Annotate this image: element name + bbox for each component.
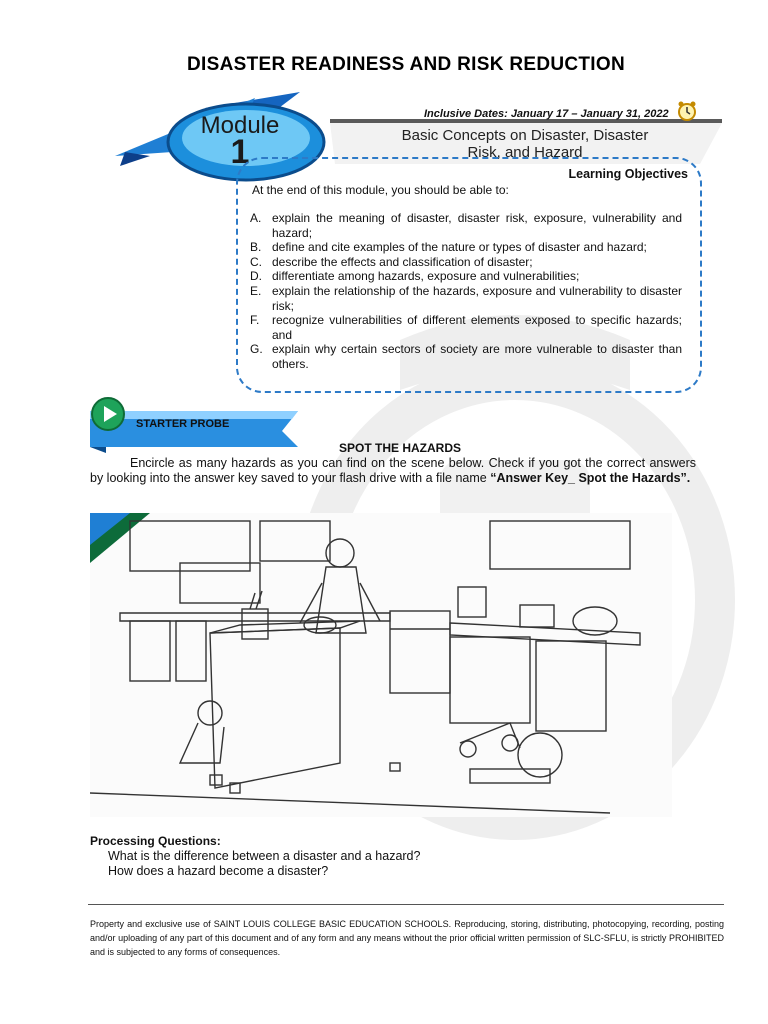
module-topic-line2: Risk, and Hazard bbox=[467, 144, 583, 161]
kitchen-hazards-illustration bbox=[90, 513, 672, 817]
objective-item bbox=[250, 255, 682, 270]
objective-letter: C. bbox=[250, 254, 262, 269]
starter-probe-label: STARTER PROBE bbox=[136, 418, 230, 430]
module-topic-line1: Basic Concepts on Disaster, Disaster bbox=[401, 127, 649, 144]
objective-text: explain the meaning of disaster, disaster risk, exposure, vulnerability and hazard; bbox=[272, 211, 682, 240]
module-topic bbox=[360, 127, 690, 161]
learning-objectives-intro: At the end of this module, you should be able to: bbox=[252, 183, 509, 197]
learning-objectives-heading: Learning Objectives bbox=[568, 167, 688, 181]
instructions-text: Encircle as many hazards as you can find on the scene below. Check if you got the correct answers by looking into the answer key saved to your flash drive with a file name bbox=[90, 456, 696, 485]
objective-text: differentiate among hazards, exposure and vulnerabilities; bbox=[272, 269, 580, 284]
objective-item bbox=[250, 211, 682, 240]
objective-letter: E. bbox=[250, 283, 262, 298]
objective-text: explain the relationship of the hazards, exposure and vulnerability to disaster risk; bbox=[272, 283, 682, 313]
processing-question: What is the difference between a disaster and a hazard? bbox=[108, 849, 421, 863]
activity-title: SPOT THE HAZARDS bbox=[338, 441, 461, 455]
copyright-footer: Property and exclusive use of SAINT LOUIS COLLEGE BASIC EDUCATION SCHOOLS. Reproducing, storing, distributing, photocopying, recording, posting and/or uploading of any part of this document and of any form and any means without the prior official written permission of SLC-SFLU, is strictly PROHIBITED and is subjected to any forms of consequences. bbox=[90, 919, 724, 957]
objective-item bbox=[250, 342, 682, 371]
objective-item bbox=[250, 240, 682, 255]
objective-text: describe the effects and classification of disaster; bbox=[272, 254, 533, 269]
objective-item bbox=[250, 284, 682, 313]
answer-key-filename: “Answer Key_ Spot the Hazards”. bbox=[490, 470, 691, 485]
objective-letter: B. bbox=[250, 240, 262, 255]
document-title: DISASTER READINESS AND RISK REDUCTION bbox=[187, 54, 625, 75]
play-icon bbox=[90, 396, 126, 432]
objective-letter: G. bbox=[250, 342, 263, 357]
footer-divider bbox=[88, 904, 724, 905]
inclusive-dates: Inclusive Dates: January 17 – January 31, 2022 bbox=[424, 108, 669, 120]
alarm-clock-icon bbox=[676, 100, 698, 122]
objective-text: define and cite examples of the nature or types of disaster and hazard; bbox=[272, 240, 647, 255]
processing-questions-heading: Processing Questions: bbox=[90, 834, 221, 848]
module-number: 1 bbox=[230, 133, 250, 171]
objective-letter: A. bbox=[250, 211, 262, 225]
objective-letter: F. bbox=[250, 313, 260, 328]
objective-item bbox=[250, 313, 682, 342]
objective-text: explain why certain sectors of society are more vulnerable to disaster than others. bbox=[272, 342, 682, 371]
objective-item bbox=[250, 269, 682, 284]
objective-text: recognize vulnerabilities of different elements exposed to specific hazards; and bbox=[272, 313, 682, 342]
module-label: Module bbox=[200, 112, 280, 139]
activity-instructions bbox=[90, 456, 696, 485]
objective-letter: D. bbox=[250, 269, 262, 284]
learning-objectives-list bbox=[250, 211, 682, 372]
processing-question: How does a hazard become a disaster? bbox=[108, 864, 329, 878]
processing-questions-list bbox=[108, 849, 420, 879]
